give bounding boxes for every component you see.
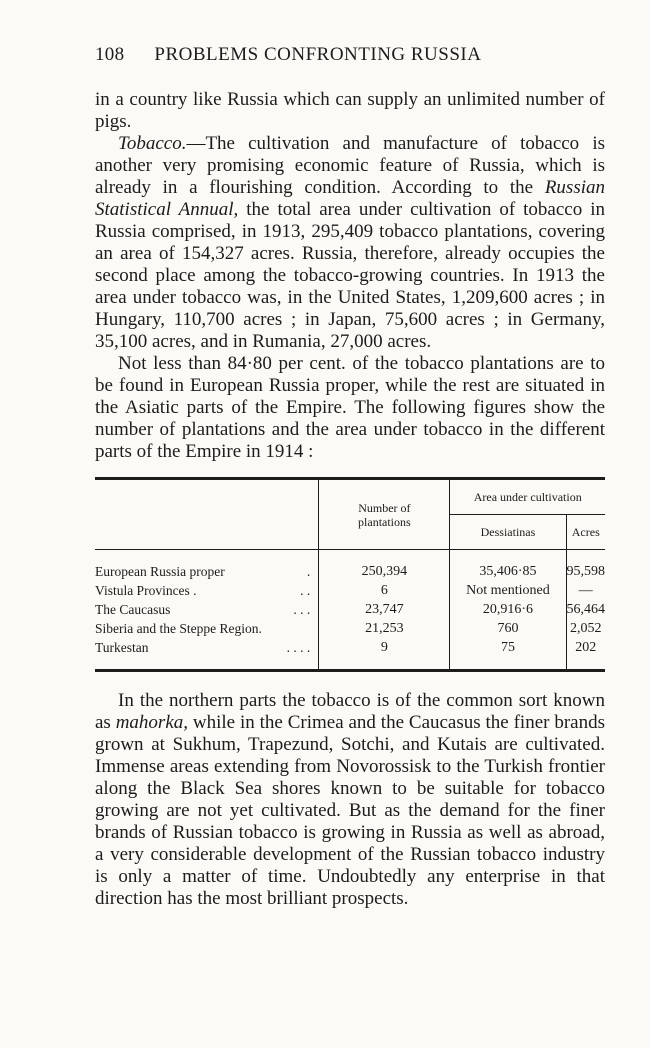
header-area: Area under cultivation	[450, 480, 605, 515]
table-row	[95, 600, 605, 619]
table-row	[95, 550, 605, 582]
region-name: Turkestan	[95, 640, 149, 655]
region-name: European Russia proper	[95, 564, 225, 579]
paragraph-3: Not less than 84·80 per cent. of the tobacco plantations are to be found in European Russia proper, while the rest are situated in the Asiatic parts of the Empire. The following figures show the number of plantations and the area under tobacco in the different parts of the Empire in 1914 :	[95, 353, 605, 462]
dessiatinas-value: 35,406·85	[450, 550, 566, 582]
table-row	[95, 619, 605, 638]
dessiatinas-value: 20,916·6	[450, 600, 566, 619]
term-mahorka: mahorka,	[115, 712, 189, 733]
leader-dots: .	[306, 564, 311, 579]
plantations-value: 23,747	[319, 600, 450, 619]
plantations-value: 250,394	[319, 550, 450, 582]
paragraph-text-b: the total area under cultivation of tobacco in Russia comprised, in 1913, 295,409 tobacco plantations, covering an area of 154,327 acres. Russia, therefore, already occupies the second place among the tobacco-growing countries. In 1913 the area under tobacco was, in the United States, 1,209,600 acres ; in Hungary, 110,700 acres ; in Japan, 75,600 acres ; in Germany, 35,100 acres, and in Rumania, 27,000 acres.	[95, 199, 605, 352]
table-row	[95, 581, 605, 600]
leader-dots: . . . .	[286, 640, 311, 655]
header-acres: Acres	[566, 515, 605, 550]
plantations-value: 6	[319, 581, 450, 600]
tobacco-table	[95, 477, 605, 672]
table-row	[95, 638, 605, 669]
paragraph-text-a: —The cultivation and manufacture of tobacco is another very promising economic feature of Russia, which is already in a flourishing condition. According to the	[95, 133, 605, 198]
dessiatinas-value: 75	[450, 638, 566, 669]
book-title: Russian Statistical Annual,	[95, 177, 605, 220]
region-name: Vistula Provinces .	[95, 583, 197, 598]
header-region	[95, 480, 319, 550]
book-page	[95, 44, 605, 910]
acres-value: —	[566, 581, 605, 600]
dessiatinas-value: Not mentioned	[450, 581, 566, 600]
region-name: Siberia and the Steppe Region.	[95, 621, 262, 636]
acres-value: 95,598	[566, 550, 605, 582]
leader-dots: . .	[300, 583, 311, 598]
paragraph-text-a: In the northern parts the tobacco is of the common sort known as	[95, 690, 605, 733]
acres-value: 202	[566, 638, 605, 669]
region-name: The Caucasus	[95, 602, 171, 617]
plantations-value: 9	[319, 638, 450, 669]
running-head	[95, 44, 605, 74]
section-lead: Tobacco.	[118, 133, 187, 154]
paragraph-4	[95, 690, 605, 910]
dessiatinas-value: 760	[450, 619, 566, 638]
header-dessiatinas: Dessiatinas	[450, 515, 566, 550]
paragraph-tobacco	[95, 133, 605, 353]
header-plantations: Number of plantations	[319, 480, 450, 550]
paragraph-text-b: while in the Crimea and the Caucasus the finer brands grown at Sukhum, Trapezund, Sotchi, and Kutais are cultivated. Immense areas extending from Novorossisk to the Turkish frontier along the Black Sea shores known to be suitable for tobacco growing are not yet cultivated. But as the demand for the finer brands of Russian tobacco is growing in Russia as well as abroad, a very considerable development of the Russian tobacco industry is only a matter of time. Undoubtedly any enterprise in that direction has the most brilliant prospects.	[95, 712, 606, 909]
acres-value: 2,052	[566, 619, 605, 638]
leader-dots: . . .	[293, 602, 311, 617]
page-number: 108	[95, 44, 125, 65]
acres-value: 56,464	[566, 602, 605, 617]
plantations-value: 21,253	[319, 619, 450, 638]
paragraph-1: in a country like Russia which can supply an unlimited number of pigs.	[95, 89, 605, 132]
running-title: PROBLEMS CONFRONTING RUSSIA	[154, 44, 482, 65]
